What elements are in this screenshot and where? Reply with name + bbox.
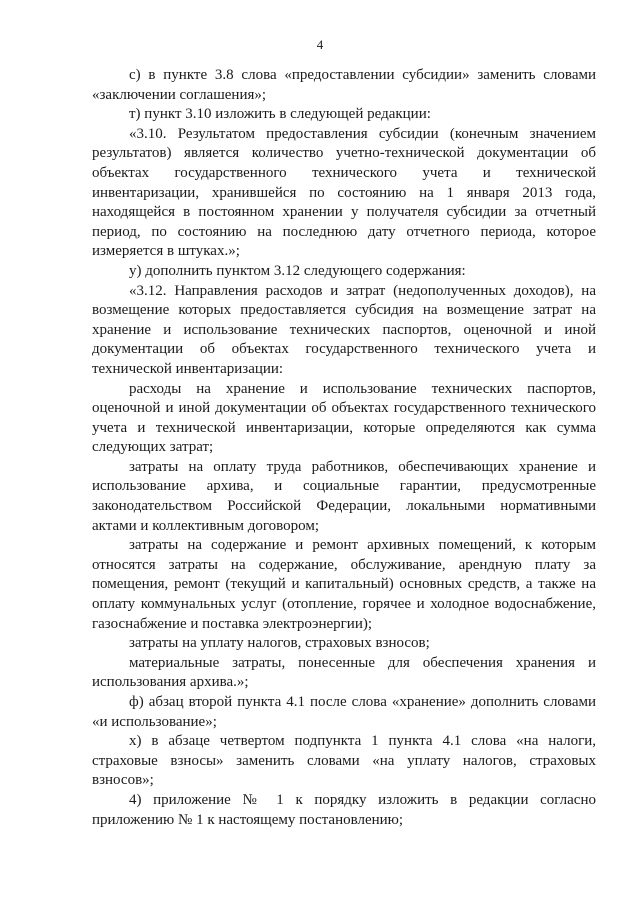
paragraph-amendment-kh: х) в абзаце четвертом подпункта 1 пункта 4.1 слова «на налоги, страховые взносы» заменить словами «на уплату налогов, страховых взносов»; bbox=[92, 733, 596, 789]
document-body bbox=[92, 66, 596, 830]
page-number: 4 bbox=[316, 37, 324, 52]
paragraph-expenses-taxes: затраты на уплату налогов, страховых взносов; bbox=[129, 635, 430, 652]
paragraph-clause-3-12: «3.12. Направления расходов и затрат (недополученных доходов), на возмещение которых предоставляется субсидия на возмещение затрат на хранение и использование технических паспортов, оценочной и иной документации об объектах государственного технического учета и технической инвентаризации: bbox=[92, 282, 596, 377]
paragraph-amendment-s: с) в пункте 3.8 слова «предоставлении субсидии» заменить словами «заключении соглашения»; bbox=[92, 67, 596, 103]
paragraph-amendment-t: т) пункт 3.10 изложить в следующей редакции: bbox=[129, 106, 431, 123]
paragraph-amendment-u: у) дополнить пунктом 3.12 следующего содержания: bbox=[129, 262, 466, 279]
paragraph-expenses-materials: материальные затраты, понесенные для обеспечения хранения и использования архива.»; bbox=[92, 654, 596, 691]
paragraph-item-4: 4) приложение № 1 к порядку изложить в редакции согласно приложению № 1 к настоящему постановлению; bbox=[92, 791, 596, 828]
paragraph-expenses-storage: расходы на хранение и использование технических паспортов, оценочной и иной документации об объектах государственного технического учета и технической инвентаризации, которые определяются как сумма следующих затрат; bbox=[92, 380, 596, 456]
paragraph-expenses-labor: затраты на оплату труда работников, обеспечивающих хранение и использование архива, и социальные гарантии, предусмотренные законодательством Российской Федерации, локальными нормативными актами и коллективным договором; bbox=[92, 458, 596, 534]
paragraph-clause-3-10: «3.10. Результатом предоставления субсидии (конечным значением результатов) является количество учетно-технической документации об объектах государственного технического учета и технической инвентаризации, хранившейся по состоянию на 1 января 2013 года, находящейся в постоянном хранении у получателя субсидии за отчетный период, по состоянию на последнюю дату отчетного периода, которое измеряется в штуках.»; bbox=[92, 125, 596, 260]
paragraph-expenses-premises: затраты на содержание и ремонт архивных помещений, к которым относятся затраты на содержание, обслуживание, арендную плату за помещения, ремонт (текущий и капитальный) основных средств, а также на оплату коммунальных услуг (отопление, горячее и холодное водоснабжение, газоснабжение и поставка электроэнергии); bbox=[92, 537, 596, 632]
paragraph-amendment-f: ф) абзац второй пункта 4.1 после слова «хранение» дополнить словами «и использование»; bbox=[92, 694, 596, 730]
